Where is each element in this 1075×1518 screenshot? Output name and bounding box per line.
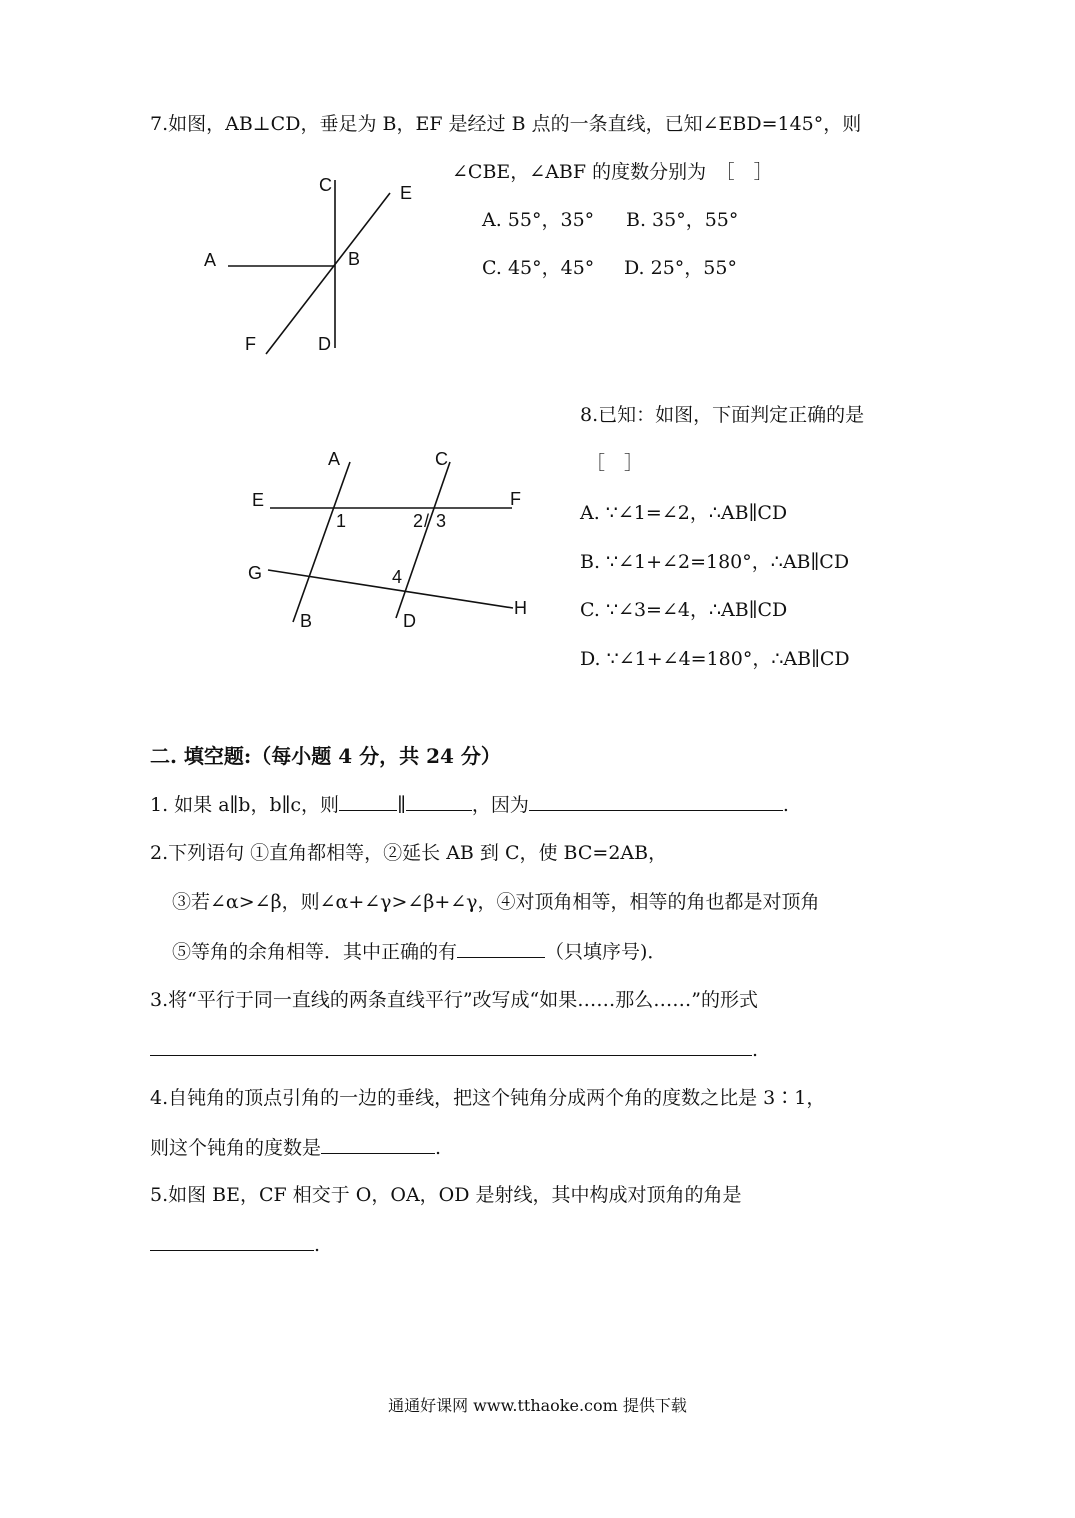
label-h: H <box>514 598 527 618</box>
fill-4-blank[interactable] <box>321 1135 435 1154</box>
label-c: C <box>435 449 448 469</box>
fill-2-line-1: 2.下列语句 ①直角都相等，②延长 AB 到 C，使 BC=2AB， <box>150 842 668 864</box>
fill-3-end: . <box>752 1039 759 1061</box>
q7-option-b: B. 35°，55° <box>626 209 739 231</box>
fill-1-text-c: ，因为 <box>471 794 529 816</box>
label-f: F <box>510 489 521 509</box>
fill-1-end: . <box>782 794 789 816</box>
angle-3: 3 <box>436 511 447 531</box>
q8-option-b: B. ∵∠1+∠2=180°，∴AB∥CD <box>580 551 850 573</box>
fill-3-blank[interactable] <box>150 1037 752 1056</box>
q7-figure <box>190 165 430 365</box>
label-g: G <box>248 563 263 583</box>
q7-stem-continued: ∠CBE，∠ABF 的度数分别为 ［ ］ <box>452 161 773 183</box>
q8-option-c: C. ∵∠3=∠4，∴AB∥CD <box>580 599 788 621</box>
fill-2-blank[interactable] <box>457 939 545 958</box>
fill-4-text-a: 则这个钝角的度数是 <box>150 1137 322 1159</box>
label-d: D <box>403 611 416 631</box>
q7-stem: 7.如图，AB⊥CD，垂足为 B，EF 是经过 B 点的一条直线，已知∠EBD=145°，则 <box>150 113 862 135</box>
fill-1-parallel: ∥ <box>397 794 406 816</box>
label-f: F <box>245 334 256 354</box>
fill-4-line-2 <box>150 1135 441 1160</box>
fill-1 <box>150 792 789 817</box>
fill-1-blank-1[interactable] <box>339 792 397 811</box>
fill-5-blank[interactable] <box>150 1232 314 1251</box>
angle-4: 4 <box>392 567 403 587</box>
label-d: D <box>318 334 331 354</box>
fill-3-line-2 <box>150 1037 758 1062</box>
angle-2: 2 <box>413 511 424 531</box>
q8-stem: 8.已知：如图，下面判定正确的是 <box>580 404 865 426</box>
label-a: A <box>204 250 217 270</box>
q7-option-c: C. 45°，45° <box>482 257 595 279</box>
q8-figure <box>240 440 540 640</box>
q8-option-a: A. ∵∠1=∠2，∴AB∥CD <box>580 502 788 524</box>
label-a: A <box>328 449 341 469</box>
q8-option-d: D. ∵∠1+∠4=180°，∴AB∥CD <box>580 648 850 670</box>
q8-bracket: ［ ］ <box>586 452 644 474</box>
fill-3-line-1: 3.将“平行于同一直线的两条直线平行”改写成“如果……那么……”的形式 <box>150 989 758 1011</box>
angle-1: 1 <box>336 511 347 531</box>
q7-option-a: A. 55°，35° <box>482 209 595 231</box>
line-ef <box>266 193 390 354</box>
fill-2-text-a: ⑤等角的余角相等．其中正确的有 <box>172 941 458 963</box>
fill-5-line-1: 5.如图 BE，CF 相交于 O，OA，OD 是射线，其中构成对顶角的角是 <box>150 1184 742 1206</box>
label-e: E <box>400 183 413 203</box>
section-heading: 二. 填空题:（每小题 4 分，共 24 分） <box>150 744 501 768</box>
angle-slash: / <box>424 511 430 531</box>
label-e: E <box>252 490 265 510</box>
fill-2-text-b: （只填序号)． <box>545 941 667 963</box>
label-c: C <box>319 175 332 195</box>
fill-1-blank-2[interactable] <box>406 792 472 811</box>
fill-1-blank-3[interactable] <box>529 792 783 811</box>
fill-5-end: . <box>314 1234 321 1256</box>
fill-2-line-3 <box>172 939 666 964</box>
page-footer: 通通好课网 www.tthaoke.com 提供下载 <box>388 1396 687 1415</box>
fill-1-text-a: 1. 如果 a∥b，b∥c，则 <box>150 794 340 816</box>
q7-option-d: D. 25°，55° <box>624 257 737 279</box>
label-b: B <box>348 249 361 269</box>
label-b: B <box>300 611 313 631</box>
fill-5-line-2 <box>150 1232 320 1257</box>
line-ab <box>293 462 350 622</box>
fill-4-line-1: 4.自钝角的顶点引角的一边的垂线，把这个钝角分成两个角的度数之比是 3∶1， <box>150 1087 826 1109</box>
fill-4-end: . <box>435 1137 442 1159</box>
fill-2-line-2: ③若∠α>∠β，则∠α+∠γ>∠β+∠γ，④对顶角相等，相等的角也都是对顶角 <box>172 891 820 913</box>
